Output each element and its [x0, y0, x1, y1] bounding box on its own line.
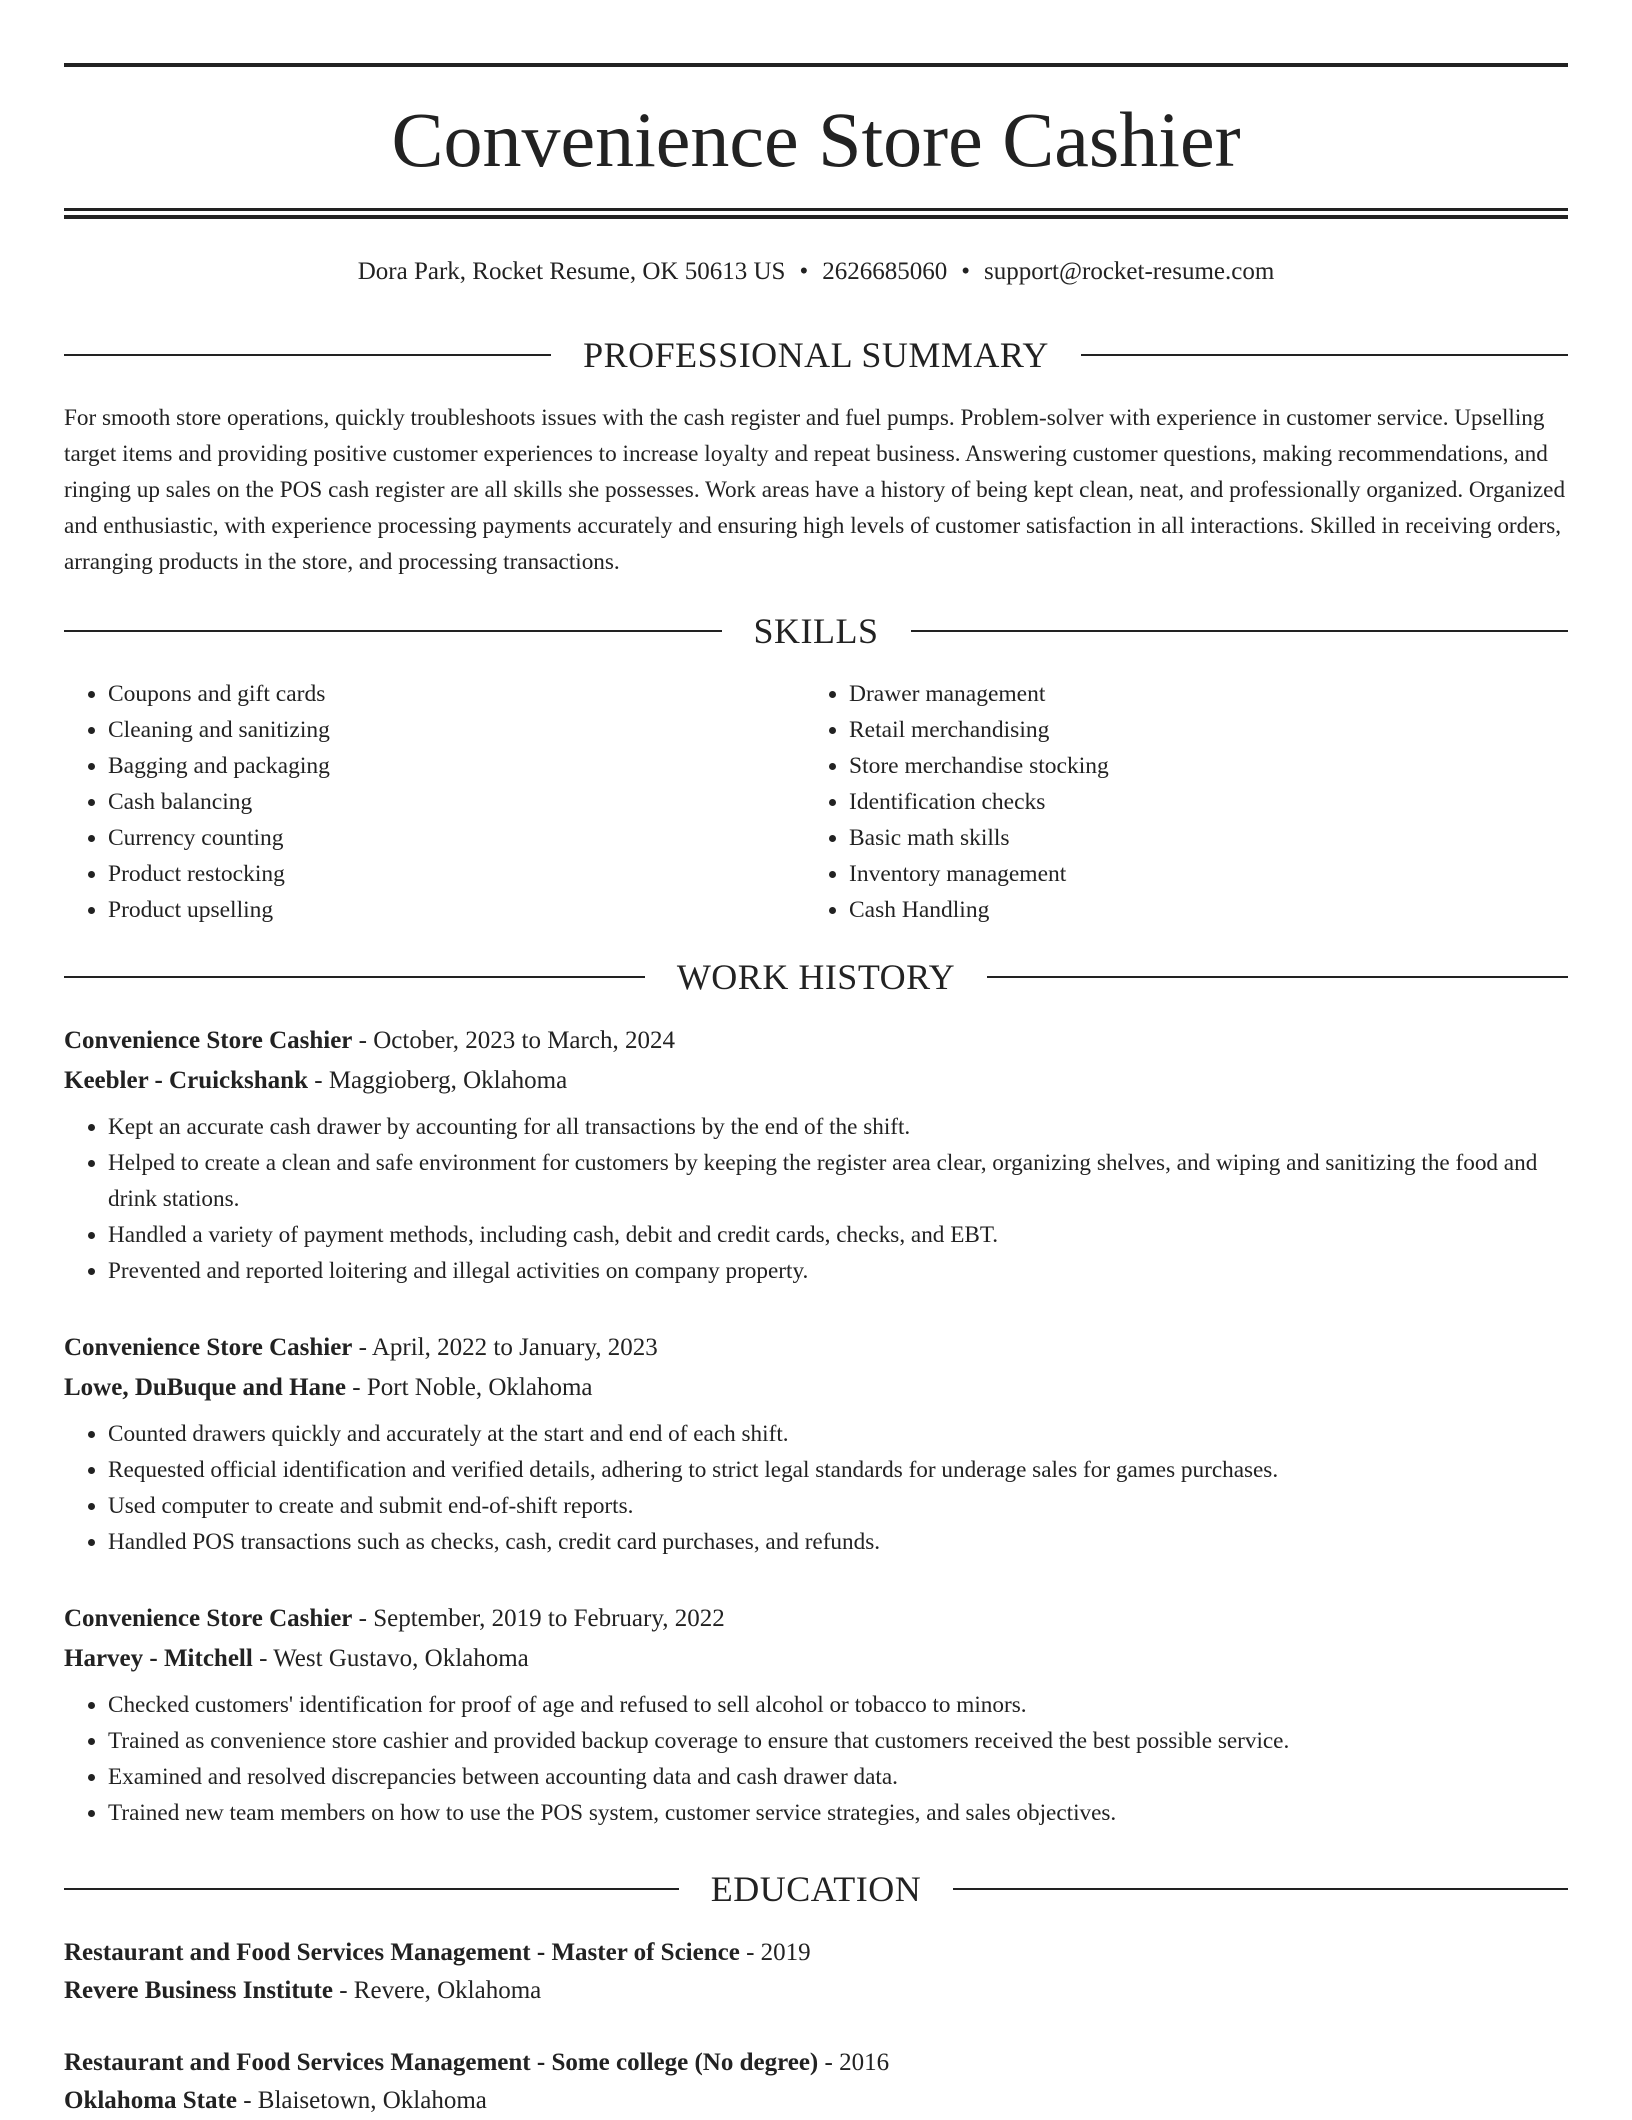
skill-item: • Cash balancing	[108, 784, 330, 820]
education-heading-label: EDUCATION	[710, 1869, 922, 1909]
job-employer: Keebler - Cruickshank	[64, 1067, 308, 1094]
job-employer-line	[64, 1061, 1568, 1101]
heading-rule	[64, 354, 551, 356]
job-location: - Maggioberg, Oklahoma	[308, 1067, 568, 1094]
education-school: Revere Business Institute	[64, 1977, 333, 2004]
education-year: - 2019	[739, 1939, 811, 1966]
education-year: - 2016	[818, 2049, 890, 2076]
job-dates: - September, 2019 to February, 2022	[352, 1605, 725, 1632]
job-bullet: • Trained new team members on how to use the POS system, customer service strategies, and sales objectives.	[108, 1795, 1568, 1831]
job-entry	[64, 1328, 1568, 1560]
skill-item: • Store merchandise stocking	[849, 748, 1109, 784]
contact-phone: 2626685060	[822, 258, 948, 285]
work-heading	[64, 955, 1568, 999]
skill-item: • Product upselling	[108, 892, 330, 928]
job-dates: - April, 2022 to January, 2023	[352, 1334, 658, 1361]
skill-item: • Cash Handling	[849, 892, 1109, 928]
heading-rule	[64, 976, 645, 978]
skills-column-right	[805, 676, 1109, 928]
skills-heading	[64, 609, 1568, 653]
heading-rule	[953, 1888, 1568, 1890]
job-bullet: • Checked customers' identification for proof of age and refused to sell alcohol or tobacco to minors.	[108, 1687, 1568, 1723]
summary-heading-label: PROFESSIONAL SUMMARY	[583, 335, 1049, 375]
skill-item: • Retail merchandising	[849, 712, 1109, 748]
heading-rule	[64, 1888, 679, 1890]
education-entry	[64, 2044, 1568, 2120]
summary-heading	[64, 333, 1568, 377]
job-bullet: • Trained as convenience store cashier and provided backup coverage to ensure that customers received the best possible service.	[108, 1723, 1568, 1759]
job-employer-line	[64, 1639, 1568, 1679]
skill-item: • Product restocking	[108, 856, 330, 892]
job-bullets	[64, 1416, 1568, 1560]
job-title-line	[64, 1021, 1568, 1061]
education-location: - Revere, Oklahoma	[332, 1977, 542, 2004]
contact-line	[64, 254, 1568, 290]
skill-item: • Cleaning and sanitizing	[108, 712, 330, 748]
education-school: Oklahoma State	[64, 2087, 237, 2114]
education-degree: Restaurant and Food Services Management - Master of Science	[64, 1939, 740, 1966]
job-title-line	[64, 1328, 1568, 1368]
skills-heading-label: SKILLS	[753, 611, 879, 651]
top-rule	[64, 63, 1568, 67]
job-bullet: • Prevented and reported loitering and illegal activities on company property.	[108, 1253, 1568, 1289]
title-double-rule-lower	[64, 215, 1568, 219]
skill-item: • Currency counting	[108, 820, 330, 856]
job-title-line	[64, 1599, 1568, 1639]
heading-rule	[1081, 354, 1568, 356]
education-school-line	[64, 1972, 1568, 2010]
job-employer: Harvey - Mitchell	[64, 1645, 253, 1672]
contact-separator: •	[961, 258, 970, 285]
job-bullets	[64, 1109, 1568, 1289]
job-bullet: • Helped to create a clean and safe environment for customers by keeping the register area clear, organizing shelves, and wiping and sanitizing the food and drink stations.	[108, 1145, 1568, 1217]
heading-rule	[64, 630, 722, 632]
job-employer: Lowe, DuBuque and Hane	[64, 1374, 347, 1401]
job-bullet: • Examined and resolved discrepancies between accounting data and cash drawer data.	[108, 1759, 1568, 1795]
summary-text: For smooth store operations, quickly troubleshoots issues with the cash register and fuel pumps. Problem-solver with experience in customer service. Upselling target items and providing positive customer experiences to increase loyalty and repeat business. Answering customer questions, making recommendations, and ringing up sales on the POS cash register are all skills she possesses. Work areas have a history of being kept clean, neat, and professionally organized. Organized and enthusiastic, with experience processing payments accurately and ensuring high levels of customer satisfaction in all interactions. Skilled in receiving orders, arranging products in the store, and processing transactions.	[64, 405, 1566, 575]
education-location: - Blaisetown, Oklahoma	[236, 2087, 487, 2114]
education-degree-line	[64, 1934, 1568, 1972]
title-double-rule-upper	[64, 208, 1568, 211]
job-bullet: • Kept an accurate cash drawer by accounting for all transactions by the end of the shift.	[108, 1109, 1568, 1145]
job-entry	[64, 1599, 1568, 1831]
contact-separator: •	[799, 258, 809, 285]
education-entry	[64, 1934, 1568, 2010]
job-bullet: • Handled POS transactions such as checks, cash, credit card purchases, and refunds.	[108, 1524, 1568, 1560]
skill-item: • Drawer management	[849, 676, 1109, 712]
job-bullets	[64, 1687, 1568, 1831]
contact-address: Dora Park, Rocket Resume, OK 50613 US	[357, 258, 786, 285]
education-degree-line	[64, 2044, 1568, 2082]
job-bullet: • Requested official identification and verified details, adhering to strict legal standards for underage sales for games purchases.	[108, 1452, 1568, 1488]
education-degree: Restaurant and Food Services Management - Some college (No degree)	[64, 2049, 819, 2076]
job-entry	[64, 1021, 1568, 1289]
education-heading	[64, 1867, 1568, 1911]
skills-column-left	[64, 676, 330, 928]
job-location: - Port Noble, Oklahoma	[346, 1374, 593, 1401]
job-dates: - October, 2023 to March, 2024	[352, 1027, 675, 1054]
job-title: Convenience Store Cashier	[64, 1334, 353, 1361]
job-title: Convenience Store Cashier	[64, 1605, 353, 1632]
job-employer-line	[64, 1368, 1568, 1408]
skill-item: • Identification checks	[849, 784, 1109, 820]
heading-rule	[911, 630, 1569, 632]
job-bullet: • Used computer to create and submit end-of-shift reports.	[108, 1488, 1568, 1524]
skill-item: • Inventory management	[849, 856, 1109, 892]
contact-email: support@rocket-resume.com	[983, 258, 1275, 285]
skill-item: • Bagging and packaging	[108, 748, 330, 784]
job-bullet: • Counted drawers quickly and accurately at the start and end of each shift.	[108, 1416, 1568, 1452]
job-bullet: • Handled a variety of payment methods, including cash, debit and credit cards, checks, and EBT.	[108, 1217, 1568, 1253]
heading-rule	[987, 976, 1568, 978]
skill-item: • Coupons and gift cards	[108, 676, 330, 712]
work-heading-label: WORK HISTORY	[676, 957, 956, 997]
education-school-line	[64, 2082, 1568, 2120]
job-title: Convenience Store Cashier	[64, 1027, 353, 1054]
resume-title: Convenience Store Cashier	[391, 96, 1241, 183]
job-location: - West Gustavo, Oklahoma	[252, 1645, 529, 1672]
skill-item: • Basic math skills	[849, 820, 1109, 856]
